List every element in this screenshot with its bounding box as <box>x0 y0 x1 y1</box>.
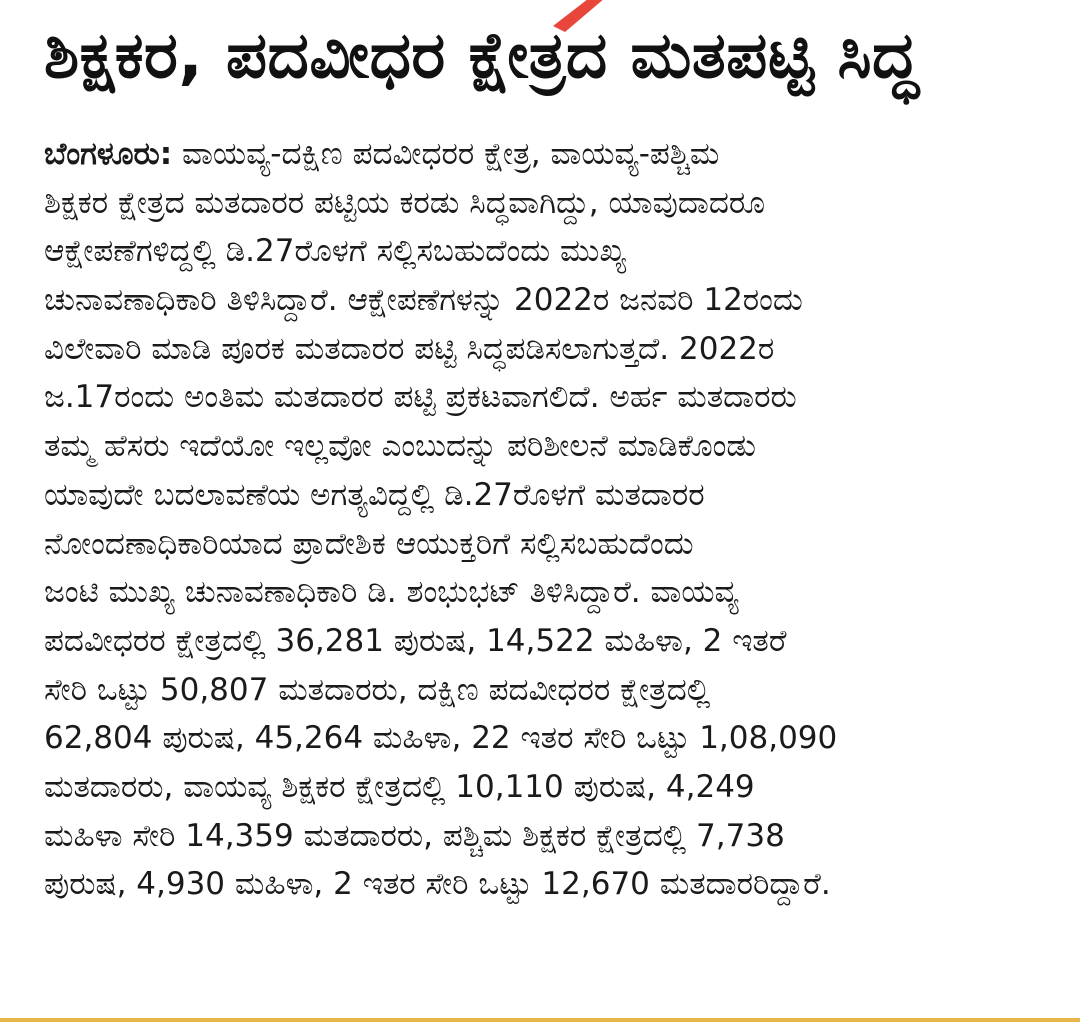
article-line: ಪುರುಷ, 4,930 ಮಹಿಳಾ, 2 ಇತರ ಸೇರಿ ಒಟ್ಟು 12,670 ಮತದಾರರಿದ್ದಾರೆ. <box>44 866 831 903</box>
article-line: ಶಿಕ್ಷಕರ ಕ್ಷೇತ್ರದ ಮತದಾರರ ಪಟ್ಟಿಯ ಕರಡು ಸಿದ್ಧವಾಗಿದ್ದು, ಯಾವುದಾದರೂ <box>44 184 766 221</box>
article-line: ಚುನಾವಣಾಧಿಕಾರಿ ತಿಳಿಸಿದ್ದಾರೆ. ಆಕ್ಷೇಪಣೆಗಳನ್ನು 2022ರ ಜನವರಿ 12ರಂದು <box>44 282 803 319</box>
article-line: ಜಂಟಿ ಮುಖ್ಯ ಚುನಾವಣಾಧಿಕಾರಿ ಡಿ. ಶಂಭುಭಟ್ ತಿಳಿಸಿದ್ದಾರೆ. ವಾಯವ್ಯ <box>44 574 739 611</box>
article-line <box>44 130 1056 179</box>
article-line: ಜ.17ರಂದು ಅಂತಿಮ ಮತದಾರರ ಪಟ್ಟಿ ಪ್ರಕಟವಾಗಲಿದೆ. ಅರ್ಹ ಮತದಾರರು <box>44 379 797 416</box>
article-line: ಆಕ್ಷೇಪಣೆಗಳಿದ್ದಲ್ಲಿ ಡಿ.27ರೊಳಗೆ ಸಲ್ಲಿಸಬಹುದೆಂದು ಮುಖ್ಯ <box>44 233 627 270</box>
article-line: ವಿಲೇವಾರಿ ಮಾಡಿ ಪೂರಕ ಮತದಾರರ ಪಟ್ಟಿ ಸಿದ್ಧಪಡಿಸಲಾಗುತ್ತದೆ. 2022ರ <box>44 330 775 367</box>
article-line: ಮತದಾರರು, ವಾಯವ್ಯ ಶಿಕ್ಷಕರ ಕ್ಷೇತ್ರದಲ್ಲಿ 10,110 ಪುರುಷ, 4,249 <box>44 768 755 805</box>
headline: ಶಿಕ್ಷಕರ, ಪದವೀಧರ ಕ್ಷೇತ್ರದ ಮತಪಟ್ಟಿ ಸಿದ್ಧ <box>44 19 920 93</box>
article-line: ನೋಂದಣಾಧಿಕಾರಿಯಾದ ಪ್ರಾದೇಶಿಕ ಆಯುಕ್ತರಿಗೆ ಸಲ್ಲಿಸಬಹುದೆಂದು <box>44 525 694 562</box>
article-line: 62,804 ಪುರುಷ, 45,264 ಮಹಿಳಾ, 22 ಇತರ ಸೇರಿ ಒಟ್ಟು 1,08,090 <box>44 720 838 757</box>
article-line: ಸೇರಿ ಒಟ್ಟು 50,807 ಮತದಾರರು, ದಕ್ಷಿಣ ಪದವೀಧರರ ಕ್ಷೇತ್ರದಲ್ಲಿ <box>44 671 711 708</box>
article-line: ತಮ್ಮ ಹೆಸರು ಇದೆಯೋ ಇಲ್ಲವೋ ಎಂಬುದನ್ನು ಪರಿಶೀಲನೆ ಮಾಡಿಕೊಂಡು <box>44 428 756 465</box>
article-body <box>44 130 1056 909</box>
bottom-rule <box>0 1018 1080 1022</box>
article-line: ಮಹಿಳಾ ಸೇರಿ 14,359 ಮತದಾರರು, ಪಶ್ಚಿಮ ಶಿಕ್ಷಕರ ಕ್ಷೇತ್ರದಲ್ಲಿ 7,738 <box>44 817 785 854</box>
article-line-text: ವಾಯವ್ಯ-ದಕ್ಷಿಣ ಪದವೀಧರರ ಕ್ಷೇತ್ರ, ವಾಯವ್ಯ-ಪಶ್ಚಿಮ <box>172 136 720 172</box>
article-line: ಯಾವುದೇ ಬದಲಾವಣೆಯ ಅಗತ್ಯವಿದ್ದಲ್ಲಿ ಡಿ.27ರೊಳಗೆ ಮತದಾರರ <box>44 476 705 513</box>
article-line: ಪದವೀಧರರ ಕ್ಷೇತ್ರದಲ್ಲಿ 36,281 ಪುರುಷ, 14,522 ಮಹಿಳಾ, 2 ಇತರೆ <box>44 622 787 659</box>
dateline: ಬೆಂಗಳೂರು: <box>44 136 173 172</box>
